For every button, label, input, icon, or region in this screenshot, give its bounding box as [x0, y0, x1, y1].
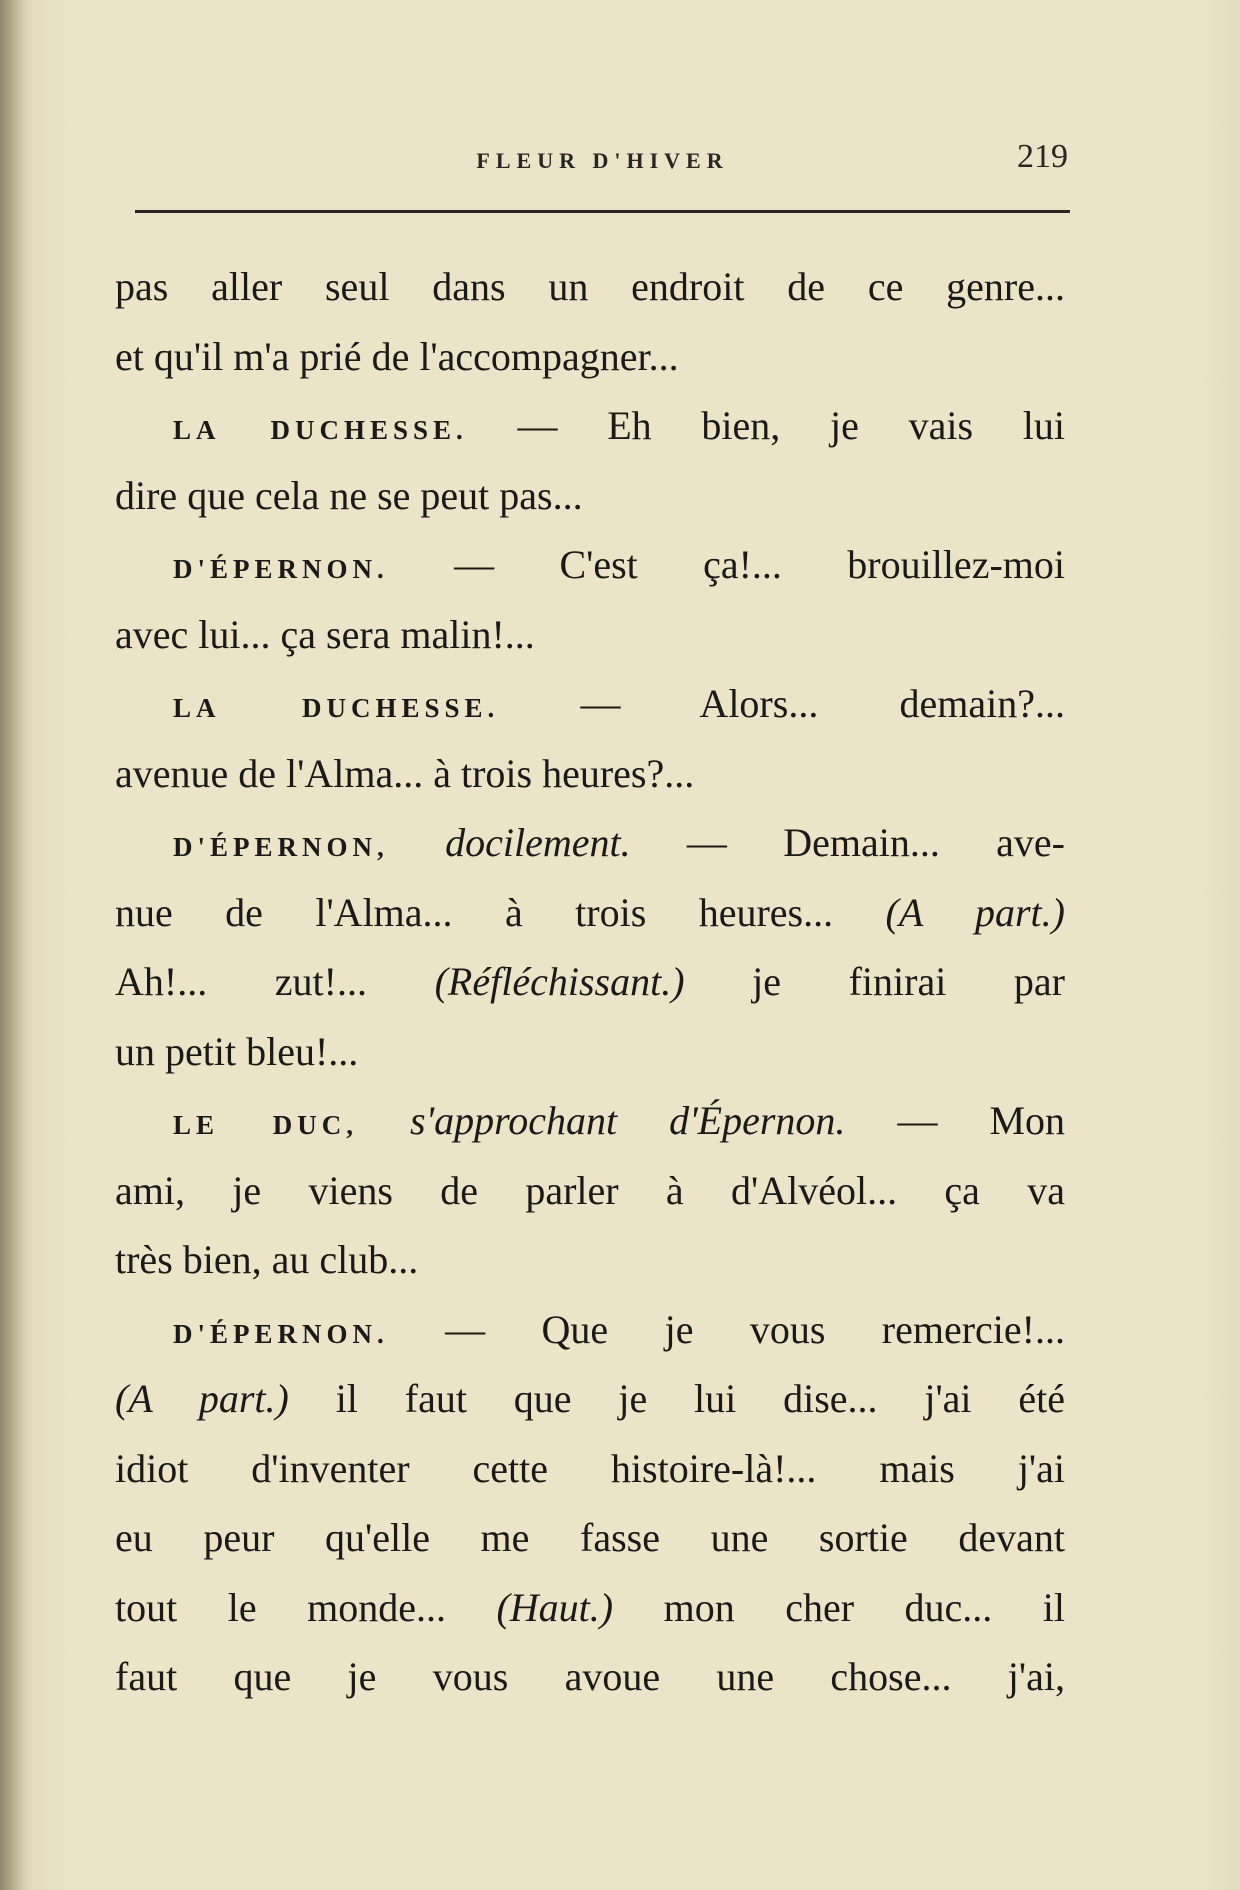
text-run: — Demain... ave-: [630, 820, 1066, 865]
text-run: un petit bleu!...: [115, 1028, 359, 1074]
text-line: [115, 808, 1065, 878]
speaker-name: D'ÉPERNON.: [173, 554, 389, 584]
text-run: — Alors... demain?...: [499, 681, 1065, 726]
stage-direction: (A part.): [885, 889, 1065, 935]
stage-direction: (Haut.): [496, 1584, 614, 1630]
text-line: [115, 1503, 1065, 1573]
text-run: tout le monde...: [115, 1584, 497, 1630]
text-run: — Mon: [845, 1098, 1066, 1143]
text-run: nue de l'Alma... à trois heures...: [115, 889, 886, 935]
text-run: idiot d'inventer cette histoire-là!... mais j'ai: [115, 1445, 1065, 1491]
text-run: mon cher duc... il: [613, 1584, 1065, 1630]
text-run: et qu'il m'a prié de l'accompagner...: [115, 333, 679, 379]
text-line: [115, 322, 1065, 392]
text-line: [115, 1642, 1065, 1712]
speaker-name: LA DUCHESSE.: [173, 693, 500, 723]
stage-direction: (A part.): [115, 1376, 289, 1421]
text-line: [115, 1017, 1065, 1087]
text-run: — C'est ça!... brouillez-moi: [388, 542, 1065, 587]
spine-shadow: [0, 0, 26, 1890]
text-body: [115, 252, 1065, 1712]
text-line: [115, 600, 1065, 670]
text-line: [115, 461, 1065, 531]
text-run: [389, 820, 445, 865]
text-line: [115, 739, 1065, 809]
text-run: faut que je vous avoue une chose... j'ai,: [115, 1654, 1065, 1699]
text-line: [115, 878, 1065, 948]
text-run: dire que cela ne se peut pas...: [115, 472, 583, 518]
text-line: [115, 1086, 1065, 1156]
stage-direction: s'approchant d'Épernon.: [410, 1098, 846, 1143]
text-run: eu peur qu'elle me fasse une sortie devant: [115, 1515, 1065, 1560]
speaker-name: D'ÉPERNON.: [173, 1318, 389, 1349]
text-run: — Eh bien, je vais lui: [467, 403, 1065, 448]
text-line: [115, 391, 1065, 461]
stage-direction: docilement.: [445, 820, 631, 865]
text-line: [115, 252, 1065, 322]
text-run: je finirai par: [684, 959, 1065, 1004]
text-line: [115, 530, 1065, 600]
text-run: — Que je vous remercie!...: [388, 1306, 1065, 1352]
text-line: [115, 669, 1065, 739]
text-line: [115, 1573, 1065, 1643]
text-run: très bien, au club...: [115, 1237, 419, 1282]
text-run: avenue de l'Alma... à trois heures?...: [115, 750, 695, 796]
running-title: FLEUR D'HIVER: [476, 148, 729, 173]
text-line: [115, 1434, 1065, 1504]
text-line: [115, 947, 1065, 1017]
speaker-name: LA DUCHESSE.: [173, 415, 468, 445]
text-line: [115, 1225, 1065, 1295]
text-run: Ah!... zut!...: [115, 959, 435, 1004]
text-line: [115, 1156, 1065, 1226]
stage-direction: (Réfléchissant.): [434, 959, 685, 1004]
text-run: ami, je viens de parler à d'Alvéol... ça va: [115, 1167, 1065, 1213]
text-run: il faut que je lui dise... j'ai été: [288, 1376, 1065, 1421]
text-run: pas aller seul dans un endroit de ce genre...: [115, 264, 1065, 309]
text-line: [115, 1364, 1065, 1434]
page-number: 219: [1017, 138, 1068, 175]
text-run: [358, 1098, 410, 1143]
speaker-name: LE DUC,: [173, 1110, 359, 1140]
text-run: avec lui... ça sera malin!...: [115, 611, 535, 657]
header-rule: [135, 210, 1070, 213]
text-line: [115, 1295, 1065, 1365]
page-header: [135, 140, 1070, 180]
speaker-name: D'ÉPERNON,: [173, 832, 389, 862]
